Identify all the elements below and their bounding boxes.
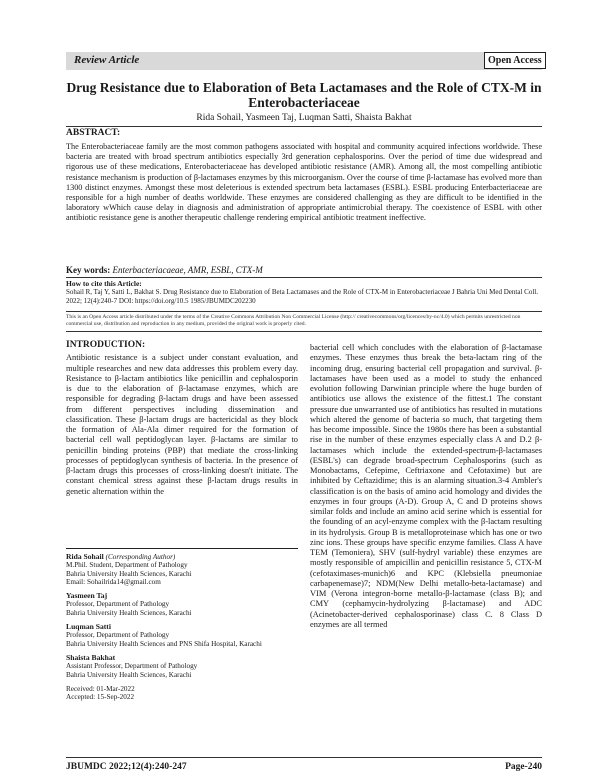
author-affiliation (66, 654, 298, 679)
author-name: Luqman Satti (66, 622, 111, 632)
author-affiliation (66, 592, 298, 617)
introduction-paragraph: Antibiotic resistance is a subject under constant evaluation, and multiple researches and new data addresses this problem every day. Resistance to β-lactam antibiotics like penicillin and cephalosporin is due to the elaboration of β-lactamase enzymes, which are responsible for degrading β-lactam drugs and have been assessed from different perspectives including dissemination and classification. These β-lactam drugs are bactericidal as they block the formation of Ala-Ala dimer required for the formation of bacterial cell wall peptidoglycan layer. β-lactams are similar to penicillin binding proteins (PBP) that mediate the cross-linking processes of peptidoglycan synthesis of bacteria. In the presence of β-lactam drugs this processes of cross-linking doesn't initiate. The constant chemical stress against these β-lactam drugs results in genetic alternation within the (66, 353, 298, 496)
divider (66, 277, 542, 278)
accepted-date: Accepted: 15-Sep-2022 (66, 693, 135, 702)
citation-text: Sohail R, Taj Y, Satti L, Bakhat S. Drug Resistance due to Elaboration of Beta Lactamases and the Role of CTX-M in Enterobacteriaceae J Bahria Uni Med Dental Coll. 2022; 12(4):240-7 DOI: https://doi.org/10.5 1985/JBUMDC202230 (66, 288, 538, 305)
affiliation-line: Professor, Department of Pathology (66, 600, 170, 609)
introduction-heading: INTRODUCTION: (66, 340, 146, 350)
email-line: Email: Sohailrida14@gmail.com (66, 577, 161, 586)
journal-citation: JBUMDC 2022;12(4):240-247 (66, 762, 187, 772)
page-number: Page-240 (505, 762, 542, 772)
author-name: Yasmeen Taj (66, 591, 108, 601)
column-right (310, 343, 542, 630)
abstract-text: The Enterobacteriaceae family are the most common pathogens associated with hospital and community acquired infections worldwide. These bacteria are treated with broad spectrum antibiotics especially 3rd generation cephalosporins. Over the period of time due widespread and rigorous use of these medications, Enterobacteriaceae has developed antibiotic resistance (AMR). Among all, the most compelling antibiotic resistance mechanism is production of β-lactamases enzymes by this microorganism. Over the course of time β-lactamase has evolved more than 1300 distinct enzymes. Amongst these most deleterious is extended spectrum beta lactamases (ESBL). ESBL producing Enterbacteriaceae are responsible for a high number of deaths worldwide. These enzymes are considered challenging as they are difficult to be identified in the laboratory wWhich cause delay in diagnosis and administration of appropriate antimicrobial therapy. The coexistence of ESBL with other antibiotic resistance gene is another therapeutic challenge rendering empirical antibiotic treatment ineffective. (66, 142, 542, 223)
affiliation-line: Professor, Department of Pathology (66, 631, 170, 640)
license-note: This is an Open Access article distributed under the terms of the Creative Commons Attribution Non Commercial License (http:// creativecommons/org/licences/by-nc/4.0) which permits unrestricted non commercial use, distribution and reproduction in any medium, provided the original work is properly cited. (66, 314, 521, 327)
keywords-value: Enterbacteriacaeae, AMR, ESBL, CTX-M (112, 265, 263, 275)
affiliation-line: Bahria University Health Sciences and PNS Shifa Hospital, Karachi (66, 639, 262, 648)
author-name: Shaista Bakhat (66, 652, 116, 662)
keywords (66, 265, 263, 275)
affiliation-line: Assistant Professor, Department of Pathology (66, 662, 198, 671)
affiliation-line: Bahria University Health Sciences, Karachi (66, 608, 192, 617)
footer-divider (66, 757, 542, 758)
submission-dates (66, 685, 298, 702)
open-access-badge: Open Access (484, 52, 546, 69)
author-name: Rida Sohail (66, 552, 104, 561)
affiliation-line: Bahria University Health Sciences, Karachi (66, 670, 192, 679)
divider (66, 311, 542, 312)
author-affiliation (66, 623, 298, 648)
author-affiliation (66, 553, 298, 586)
correspondence-box (66, 548, 298, 707)
column-left (66, 340, 298, 497)
affiliation-line: Bahria University Health Sciences, Karachi (66, 569, 192, 578)
citation-heading: How to cite this Article: (66, 279, 142, 288)
abstract-heading: ABSTRACT: (66, 128, 121, 138)
author-list: Rida Sohail, Yasmeen Taj, Luqman Satti, Shaista Bakhat (196, 113, 412, 123)
keywords-label: Key words: (66, 265, 111, 275)
affiliation-line: M.Phil. Student, Department of Pathology (66, 561, 188, 570)
corresponding-note: (Corresponding Author) (105, 553, 176, 561)
article-type: Review Article (74, 54, 140, 66)
divider (66, 126, 542, 127)
paper-title: Drug Resistance due to Elaboration of Beta Lactamases and the Role of CTX-M in Enterobacteriaceae (66, 80, 542, 110)
received-date: Received: 01-Mar-2022 (66, 684, 135, 693)
introduction-continued: bacterial cell which concludes with the elaboration of β-lactamase enzymes. These enzymes thus break the beta-lactam ring of the incoming drug, ensuring bacterial cell propagation and survival. β-lactamases have been used as a model to study the enhanced evolution following Darwinian principle where the huge burden of antibiotics use allows the existence of the fittest.1 The constant pressure due unwarranted use of antibiotics has resulted in mutations which altered the genome of bacteria so much, that targeting them has become impossible. Since the 1980s there has been a substantial rise in the number of these enzymes especially class A and D.2 β-lactamases which include the extended-spectrum-β-lactamases (ESBL's) can degrade broad-spectrum Cephalosporins (such as Monobactams, Cefepime, Ceftriaxone and Cefotaxime) but are inhibited by Ceftazidime; this is an alarming situation.3-4 Ambler's classification is on the basis of amino acid homology and divides the enzymes in four groups (A-D). Group A, C and D proteins shows similar folds and include an amino acid serine which is essential for the founding of an acyl-enzyme complex with the β-lactam resulting in its hydrolysis. Group B is metalloproteinase which has one or two zinc ions. These groups have specific enzyme families. Class A have TEM (Temoniera), SHV (sulf-hydryl variable) these enzymes are mostly responsible of ampicillin and penicillin resistance 5, CTX-M (cefotaximases-munich)6 and KPC (Klebsiella pneumoniae carbapenemase)7; NDM(New Delhi metallo-beta-lactamase) and VIM (Verona integron-borne metallo-β-lactamase (class B); and CMY (cephamycin-hydrolyzing β-lactamase) and ADC (Acinetobacter-derived cephalosporinase) class C. 8 Class D enzymes are all termed (310, 343, 542, 629)
divider (66, 331, 542, 332)
